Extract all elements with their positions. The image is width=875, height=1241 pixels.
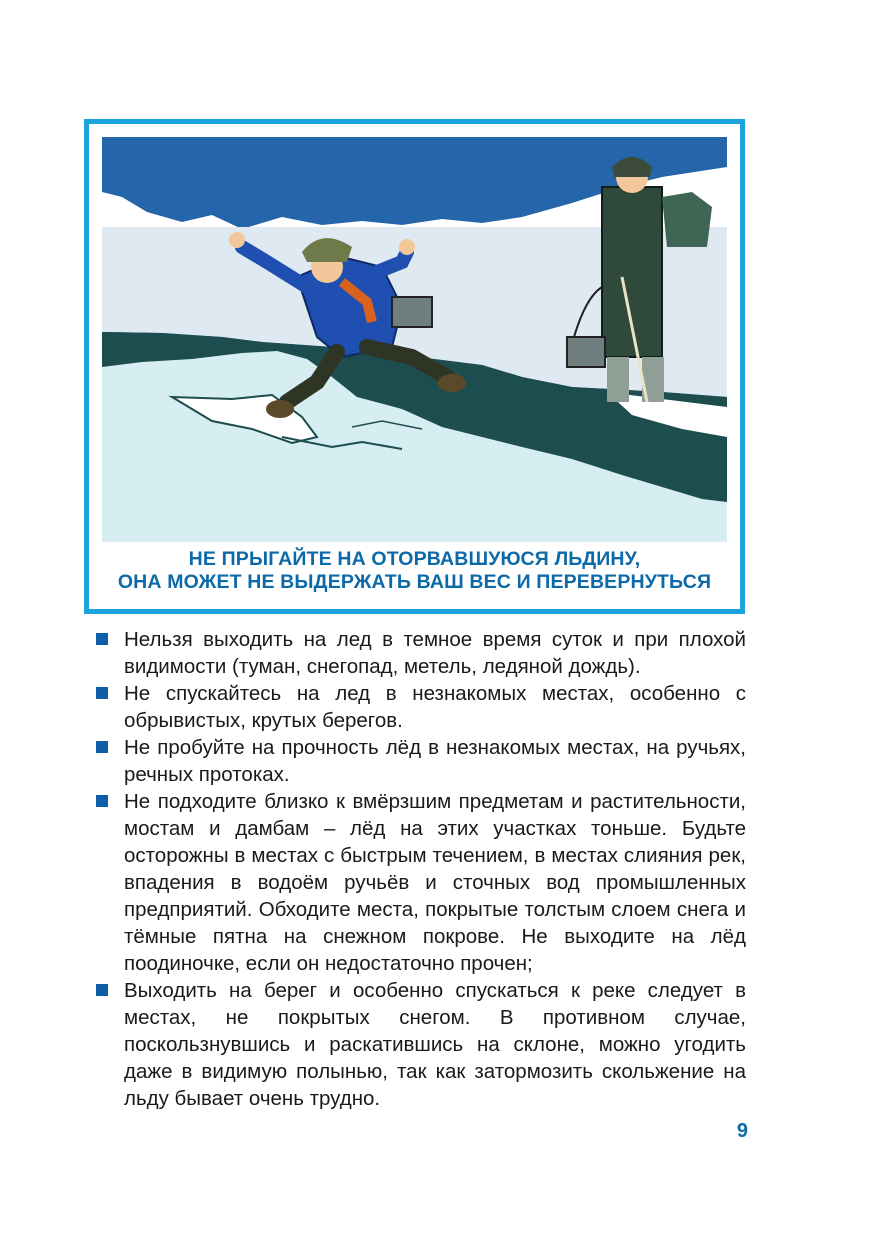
rule-item bbox=[96, 788, 746, 977]
rule-text: Не подходите близко к вмёрзшим предметам и растительности, мостам и дамбам – лёд на этих участках тоньше. Будьте осторожны в местах с быстрым течением, в местах слияния рек, впадения в водоём ручьёв и сточных вод промышленных предприятий. Обходите места, покрытые толстым слоем снега и тёмные пятна на снежном покрове. Не выходите на лёд поодиночке, если он недостаточно прочен; bbox=[124, 790, 746, 975]
illustration-frame bbox=[84, 119, 745, 614]
page-number: 9 bbox=[736, 1120, 748, 1142]
caption-line-2: ОНА МОЖЕТ НЕ ВЫДЕРЖАТЬ ВАШ ВЕС И ПЕРЕВЕРНУТЬСЯ bbox=[117, 571, 712, 593]
square-bullet-icon bbox=[96, 741, 108, 753]
rule-item bbox=[96, 734, 746, 788]
rule-item bbox=[96, 977, 746, 1112]
rule-text: Выходить на берег и особенно спускаться к реке следует в местах, не покрытых снегом. В противном случае, поскользнувшись и раскатившись на склоне, можно угодить даже в видимую полынью, так как затормозить скольжение на льду бывает очень трудно. bbox=[124, 979, 746, 1110]
rule-item bbox=[96, 680, 746, 734]
rule-text: Не спускайтесь на лед в незнакомых местах, особенно с обрывистых, крутых берегов. bbox=[124, 682, 746, 732]
rule-text: Нельзя выходить на лед в темное время суток и при плохой видимости (туман, снегопад, метель, ледяной дождь). bbox=[124, 628, 746, 678]
safety-rules-list bbox=[96, 626, 746, 1112]
square-bullet-icon bbox=[96, 633, 108, 645]
ice-floe-illustration bbox=[102, 137, 727, 542]
square-bullet-icon bbox=[96, 687, 108, 699]
square-bullet-icon bbox=[96, 795, 108, 807]
warning-caption bbox=[89, 548, 740, 594]
caption-line-1: НЕ ПРЫГАЙТЕ НА ОТОРВАВШУЮСЯ ЛЬДИНУ, bbox=[188, 548, 641, 570]
rule-item bbox=[96, 626, 746, 680]
ice-scene-image bbox=[102, 137, 727, 542]
square-bullet-icon bbox=[96, 984, 108, 996]
rule-text: Не пробуйте на прочность лёд в незнакомых местах, на ручьях, речных протоках. bbox=[124, 736, 746, 786]
